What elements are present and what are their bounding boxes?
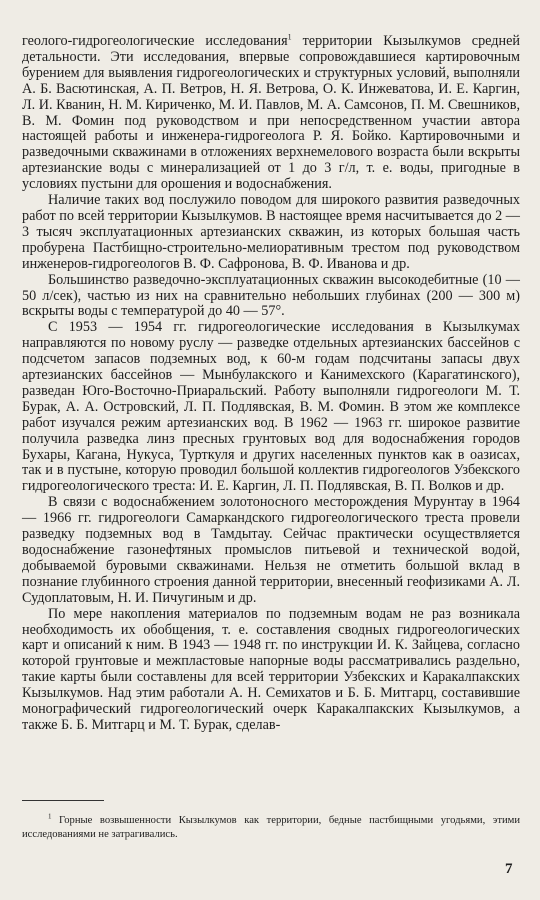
footnote-text: Горные возвышенности Кызылкумов как территории, бедные пастбищными угодьями, этими исследованиями не затрагивались. xyxy=(22,815,520,840)
paragraph-6: По мере накопления материалов по подземным водам не раз возникала необходимость их обобщения, т. е. составления сводных гидрогеологических карт и описаний к ним. В 1943 — 1948 гг. по инструкции И. К. Зайцева, согласно которой грунтовые и межпластовые напорные воды рассматривались раздельно, такие карты были составлены для всей территории Узбекских и Каракалпакских Кызылкумов. Над этим работали А. Н. Семихатов и Б. Б. Митгарц, составившие монографический гидрогеологический очерк Каракалпакских Кызылкумов, а также Б. Б. Митгарц и М. Т. Бурак, сделав- xyxy=(22,605,520,733)
paragraph-5: В связи с водоснабжением золотоносного месторождения Мурунтау в 1964 — 1966 гг. гидрогеологи Самаркандского гидрогеологического треста провели разведку подземных вод в Тамдытау. Сейчас практически осуществляется водоснабжение газонефтяных промыслов питьевой и технической водой, добываемой буровыми скважинами. Нельзя не отметить большой вклад в познание глубинного строения данной территории, внесенный геофизиками А. Л. Судоплатовым, Н. И. Пичугиным и др. xyxy=(22,494,520,606)
paragraph-4: С 1953 — 1954 гг. гидрогеологические исследования в Кызылкумах направляются по новому руслу — разведке отдельных артезианских бассейнов с подсчетом запасов подземных вод, к 60-м годам подсчитаны запасы двух артезианских бассейнов — Мынбулакского и Канимехского (Карагатинского), разведан Юго-Восточно-Приаральский. Работу выполняли гидрогеологи М. Т. Бурак, А. А. Островский, Л. П. Подлявская, В. М. Фомин. В этом же комплексе работ изучался режим артезианских вод. В 1962 — 1963 гг. широкое развитие получила разведка линз пресных грунтовых вод для водоснабжения городов Бухары, Кагана, Нукуса, Турткуля и других населенных пунктов как в оазисах, так и в пустыне, которую проводил большой коллектив гидрогеологов Узбекского гидрогеологического треста: И. Е. Каргин, Л. П. Подлявская, В. П. Волков и др. xyxy=(22,319,520,495)
footnote xyxy=(22,814,520,842)
paragraph-2: Наличие таких вод послужило поводом для широкого развития разведочных работ по всей территории Кызылкумов. В настоящее время насчитывается до 2 — 3 тысяч эксплуатационных артезианских скважин, из которых большая часть пробурена Пастбищно-строительно-мелиоративным трестом под руководством инженеров-гидрогеологов В. Ф. Сафронова, В. Ф. Иванова и др. xyxy=(22,192,520,272)
page-number: 7 xyxy=(505,861,513,877)
footnote-number: 1 xyxy=(48,812,52,821)
footnote-divider xyxy=(22,800,104,801)
paragraph-1 xyxy=(22,34,520,193)
main-text xyxy=(22,34,520,734)
paragraph-3: Большинство разведочно-эксплуатационных скважин высокодебитные (10 — 50 л/сек), частью из них на сравнительно небольших глубинах (200 — 300 м) вскрыты воды с температурой до 40 — 57°. xyxy=(22,271,520,320)
paragraph-1-start: геолого-гидрогеологические исследования xyxy=(22,33,288,49)
paragraph-1-rest: территории Кызылкумов средней детальности. Эти исследования, впервые сопровождавшиеся картировочным бурением для выявления гидрогеологических и структурных условий, выполняли А. Б. Васютинская, А. П. Ветров, Н. Я. Ветрова, О. К. Инжеватова, И. Е. Каргин, Л. И. Кванин, Н. М. Кириченко, М. И. Павлов, М. А. Самсонов, П. М. Свешников, В. М. Фомин под руководством и при непосредственном участии автора настоящей работы и инженера-гидрогеолога Р. Я. Бойко. Картировочными и разведочными скважинами в отложениях верхнемелового возраста были вскрыты артезианские воды с минерализацией от 1 до 3 г/л, т. е. воды, пригодные в условиях пустыни для орошения и водоснабжения. xyxy=(22,33,520,193)
footnote-reference: 1 xyxy=(287,32,292,42)
